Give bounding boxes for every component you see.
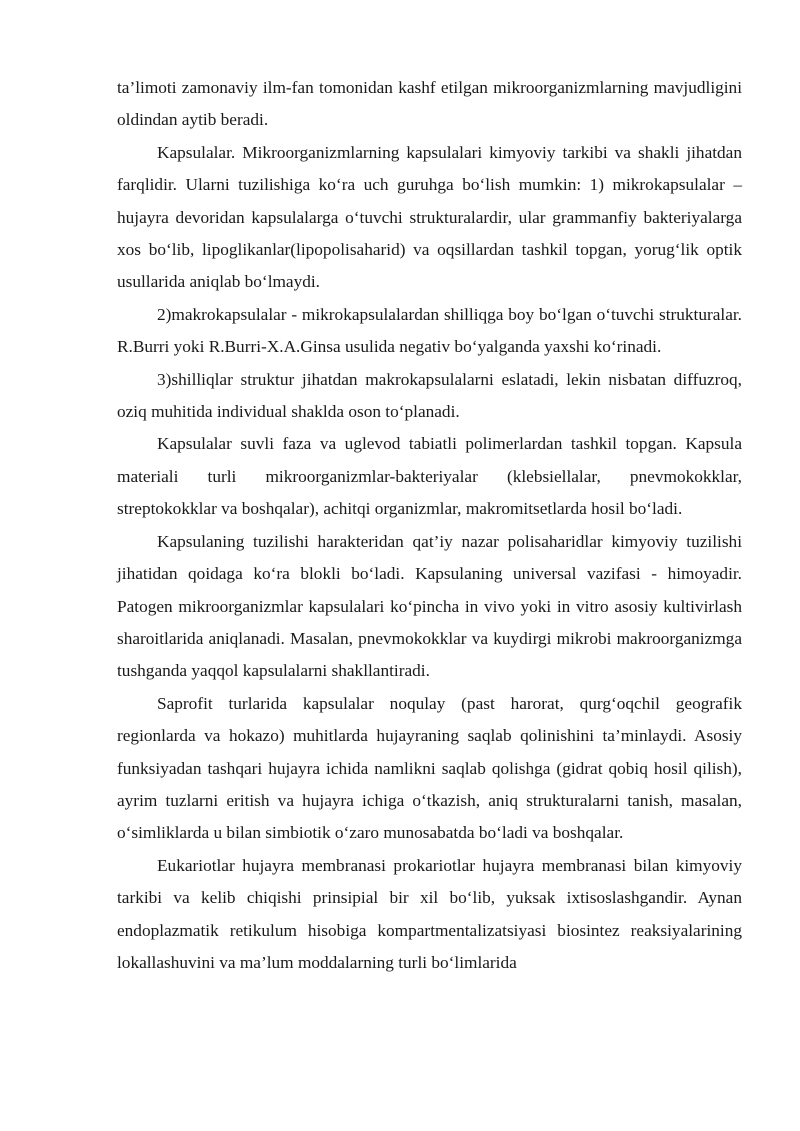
paragraph-slime-layers: 3)shilliqlar struktur jihatdan makrokapsulalarni eslatadi, lekin nisbatan diffuzroq, oziq muhitida individual shaklda oson to‘planadi. — [117, 369, 742, 422]
paragraph-capsule-structure: Kapsulaning tuzilishi harakteridan qat’iy nazar polisaharidlar kimyoviy tuzilishi jihatidan qoidaga ko‘ra blokli bo‘ladi. Kapsulaning universal vazifasi - himoyadir. Patogen mikroorganizmlar kapsulalari ko‘pincha in vivo yoki in vitro asosiy kultivirlash sharoitlarida aniqlanadi. Masalan, pnevmokokklar va kuydirgi mikrobi makroorganizmga tushganda yaqqol kapsulalarni shakllantiradi. — [117, 531, 742, 681]
paragraph-capsule-material: Kapsulalar suvli faza va uglevod tabiatli polimerlardan tashkil topgan. Kapsula materiali turli mikroorganizmlar-bakteriyalar (klebsiellalar, pnevmokokklar, streptokokklar va boshqalar), achitqi organizmlar, makromitsetlarda hosil bo‘ladi. — [117, 434, 742, 519]
body-text — [117, 72, 742, 979]
paragraph-capsules-intro: Kapsulalar. Mikroorganizmlarning kapsulalari kimyoviy tarkibi va shakli jihatdan farqlidir. Ularni tuzilishiga ko‘ra uch guruhga bo‘lish mumkin: 1) mikrokapsulalar – hujayra devoridan kapsulalarga o‘tuvchi strukturalardir, ular grammanfiy bakteriyalarga xos bo‘lib, lipoglikanlar(lipopolisaharid) va oqsillardan tashkil topgan, yorug‘lik optik usullarida aniqlab bo‘lmaydi. — [117, 142, 742, 292]
paragraph-saprophytes: Saprofit turlarida kapsulalar noqulay (past harorat, qurg‘oqchil geografik regionlarda va hokazo) muhitlarda hujayraning saqlab qolinishini ta’minlaydi. Asosiy funksiyadan tashqari hujayra ichida namlikni saqlab qolishga (gidrat qobiq hosil qilish), ayrim tuzlarni eritish va hujayra ichiga o‘tkazish, aniq strukturalarni tanish, masalan, o‘simliklarda u bilan simbiotik o‘zaro munosabatda bo‘ladi va boshqalar. — [117, 693, 742, 843]
paragraph-continuation: ta’limoti zamonaviy ilm-fan tomonidan kashf etilgan mikroorganizmlarning mavjudligini oldindan aytib beradi. — [117, 78, 742, 130]
paragraph-macrocapsules: 2)makrokapsulalar - mikrokapsulalardan shilliqga boy bo‘lgan o‘tuvchi strukturalar. R.Burri yoki R.Burri-X.A.Ginsa usulida negativ bo‘yalganda yaxshi ko‘rinadi. — [117, 304, 742, 357]
paragraph-eukaryote-membrane: Eukariotlar hujayra membranasi prokariotlar hujayra membranasi bilan kimyoviy tarkibi va kelib chiqishi prinsipial bir xil bo‘lib, yuksak ixtisoslashgandir. Aynan endoplazmatik retikulum hisobiga kompartmentalizatsiyasi biosintez reaksiyalarining lokallashuvini va ma’lum moddalarning turli bo‘limlarida — [117, 855, 742, 972]
